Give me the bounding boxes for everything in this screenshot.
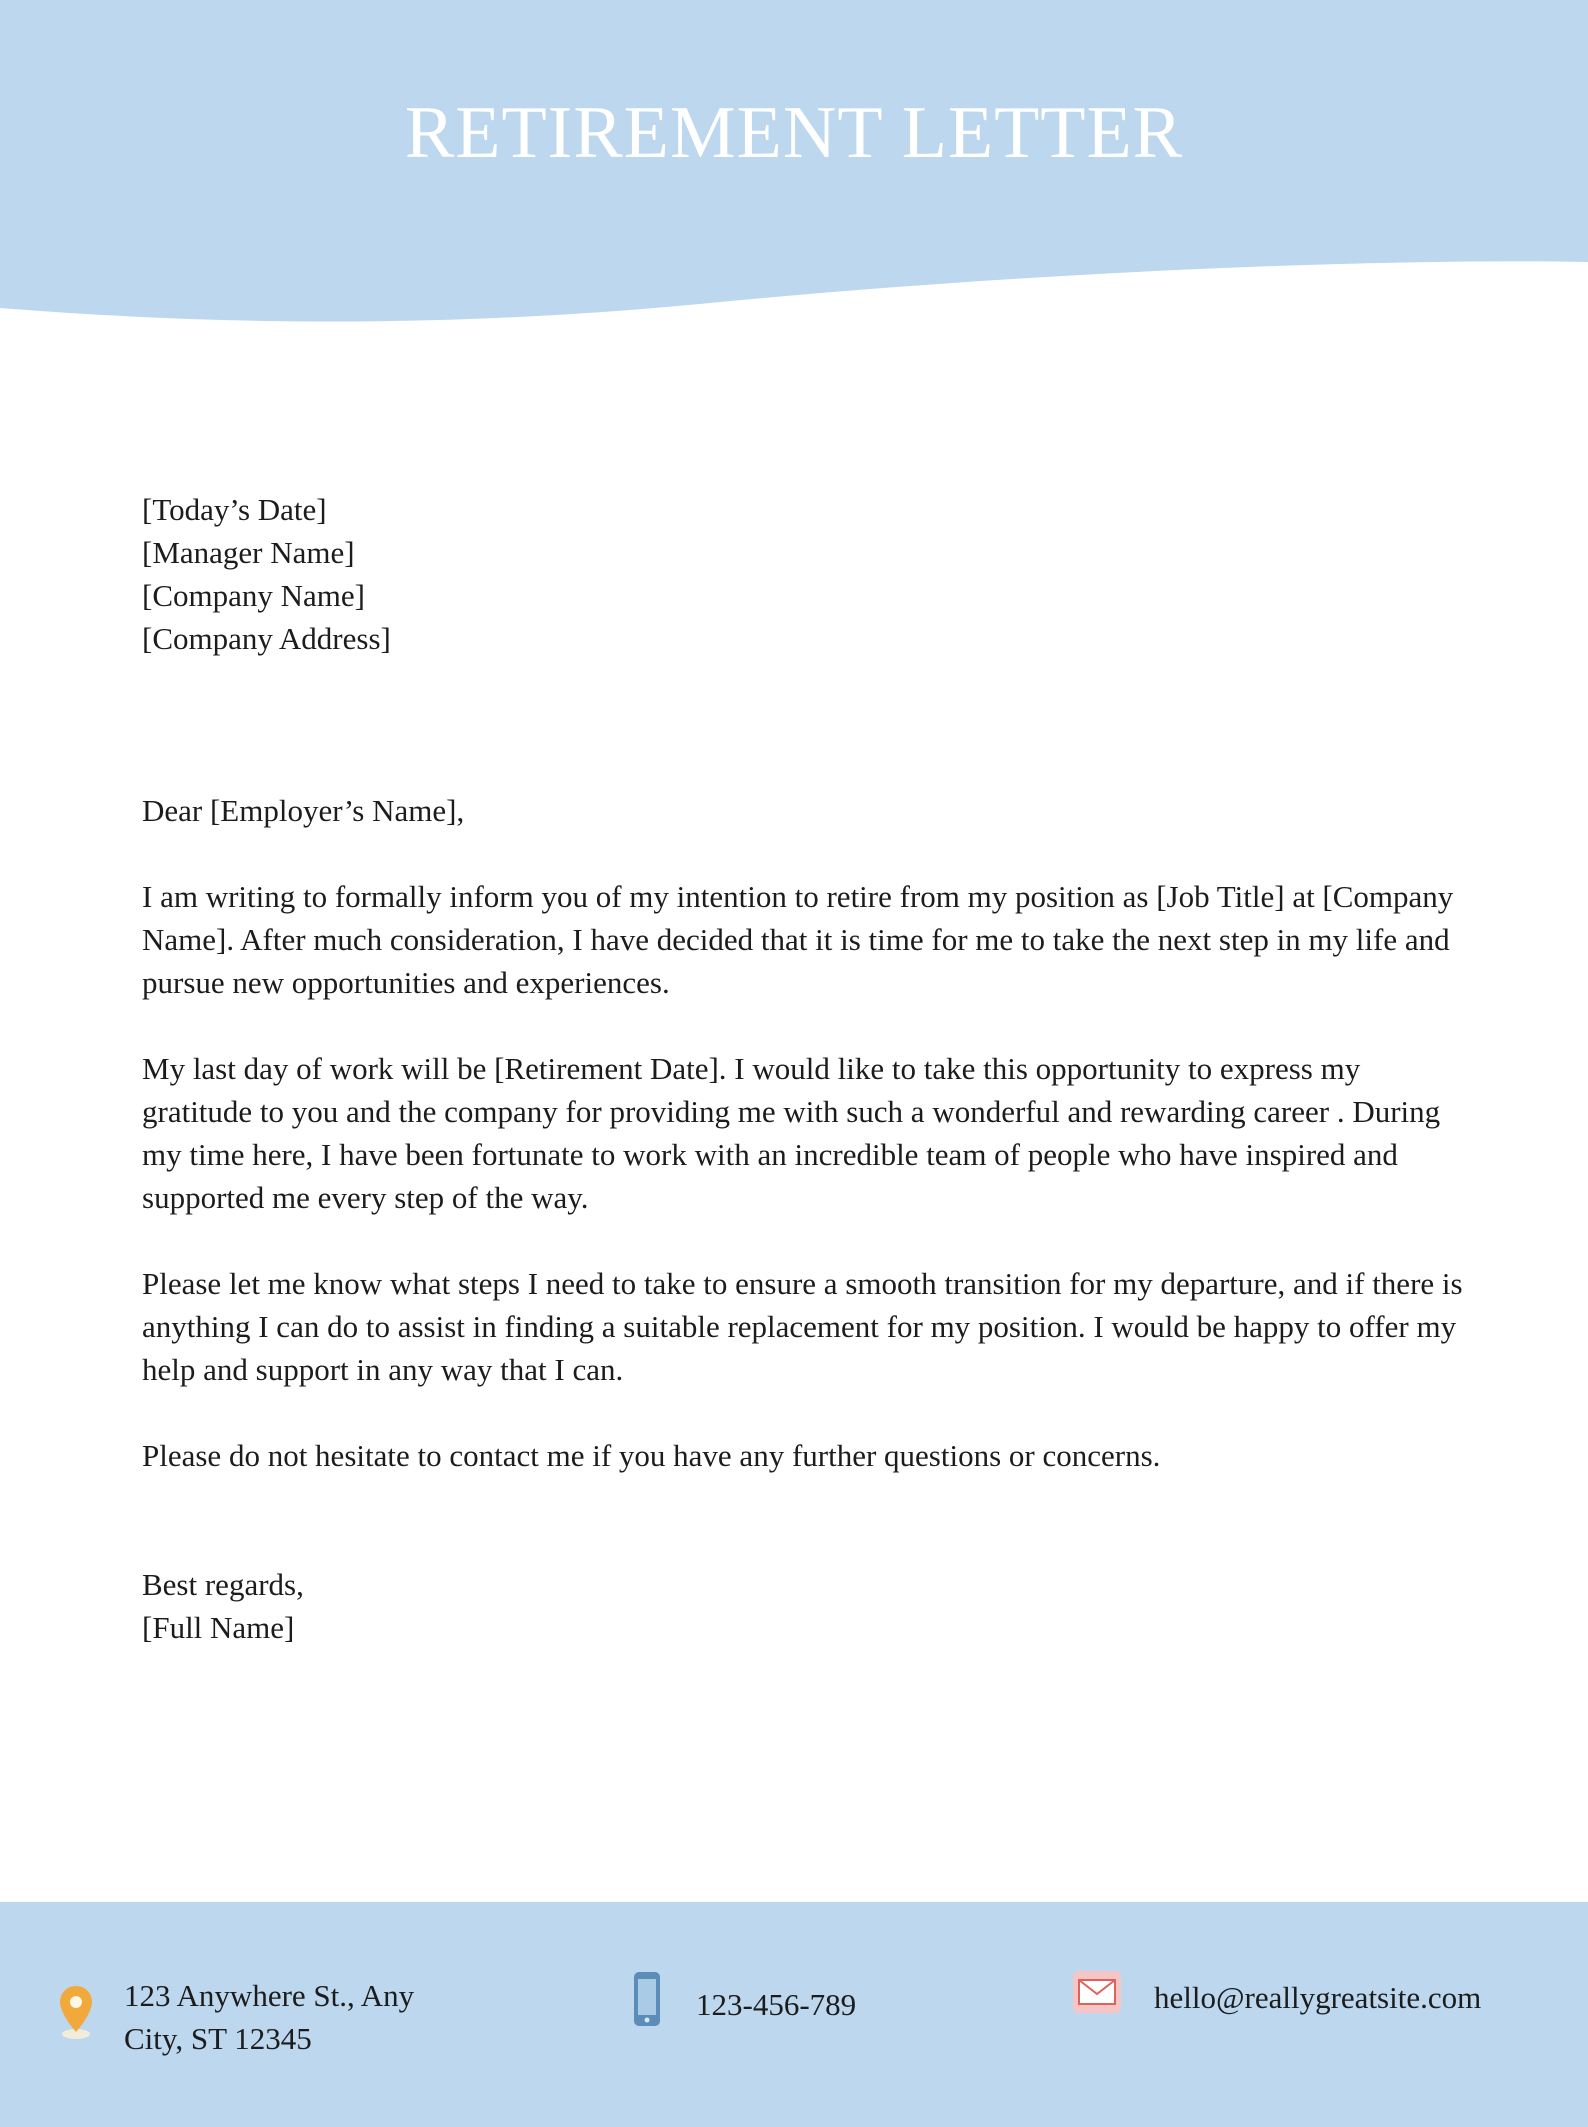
address-line-1: 123 Anywhere St., Any [124,1978,415,2013]
email-text[interactable]: hello@reallygreatsite.com [1154,1980,1482,2015]
paragraph-gratitude: My last day of work will be [Retirement Date]. I would like to take this opportunity to express my gratitude to you and the company for providing me with such a wonderful and rewarding career . During my time here, I have been fortunate to work with an incredible team of people who have inspired and supported me every step of the way. [142,1051,1441,1215]
address-text [124,1974,414,2060]
company-name-line: [Company Name] [142,578,365,613]
footer-band [0,1902,1588,2127]
manager-name-line: [Manager Name] [142,535,355,570]
paragraph-intent: I am writing to formally inform you of my intention to retire from my position as [Job Title] at [Company Name]. After much consideration, I have decided that it is time for me to take the next step in my life and pursue new opportunities and experiences. [142,879,1454,1000]
phone-text: 123-456-789 [696,1987,857,2022]
contact-email [1072,1970,1481,2025]
signature-name: [Full Name] [142,1610,295,1645]
date-line: [Today’s Date] [142,492,327,527]
salutation: Dear [Employer’s Name], [142,793,465,828]
page-title: RETIREMENT LETTER [404,92,1184,174]
paragraph-contact: Please do not hesitate to contact me if you have any further questions or concerns. [142,1438,1161,1473]
letter-body [142,488,1472,1649]
signoff-block [142,1563,1472,1649]
company-address-line: [Company Address] [142,621,391,656]
header-band [0,0,1588,330]
contact-address [58,1974,414,2060]
location-pin-icon [58,1984,94,2051]
address-line-2: City, ST 12345 [124,2021,312,2056]
contact-phone [632,1970,856,2039]
paragraph-transition: Please let me know what steps I need to take to ensure a smooth transition for my departure, and if there is anything I can do to assist in finding a suitable replacement for my position. I would be happy to offer my help and support in any way that I can. [142,1266,1463,1387]
closing: Best regards, [142,1567,304,1602]
mobile-phone-icon [632,1970,662,2039]
recipient-address-block [142,488,1472,660]
envelope-icon [1072,1970,1122,2025]
